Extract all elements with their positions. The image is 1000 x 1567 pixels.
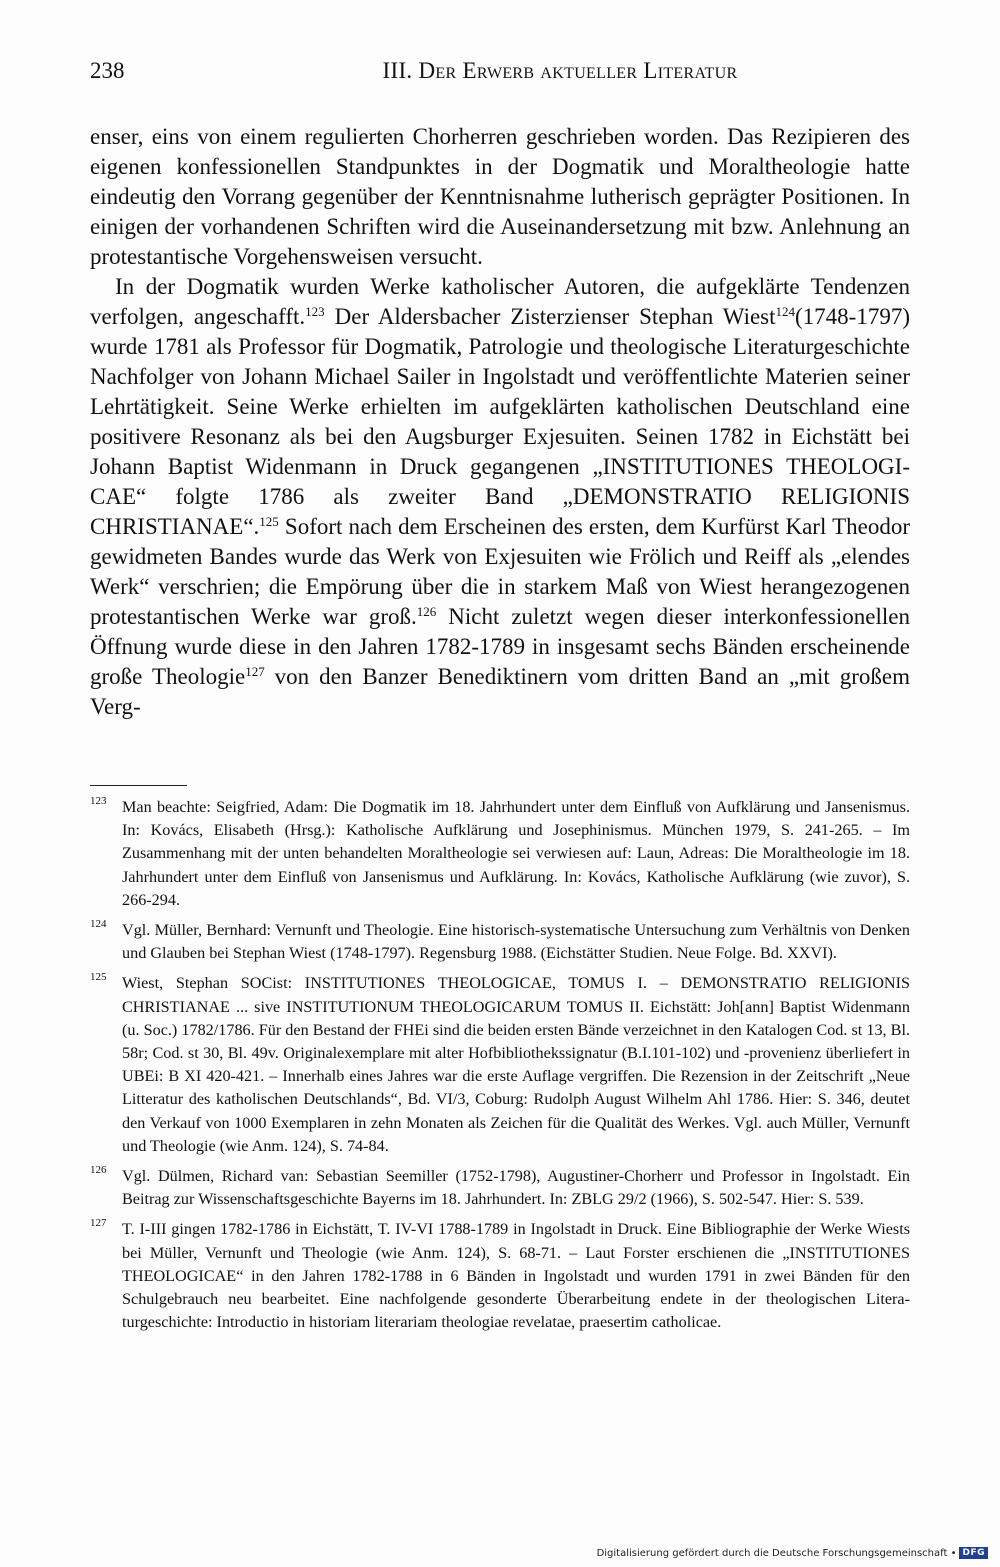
paragraph-2-text: Sofort nach dem Erscheinen des ersten, dem Kurfürst Karl Theodor gewidmeten Bandes wurde das Werk von Exjesuiten wie Frölich und Reiff als „elendes Werk“ verschrien; die Empörung über die in starkem Maß von Wiest herangezogenen protestantischen Werke war groß. <box>90 514 910 629</box>
page-number: 238 <box>90 58 125 83</box>
footnotes <box>90 796 910 1341</box>
footnote-125 <box>90 972 910 1158</box>
paragraph-2 <box>90 272 910 722</box>
paragraph-1: enser, eins von einem regulierten Chorherren geschrieben worden. Das Rezipieren des eigenen konfessionellen Standpunktes in der Dogmatik und Moraltheologie hatte eindeutig den Vorrang gegenüber der Kenntnisnahme lutherisch geprägter Positionen. In einigen der vorhandenen Schriften wird die Auseinandersetzung mit bzw. Anlehnung an protestantische Vorgehensweisen versucht. <box>90 124 910 269</box>
footnote-number: 127 <box>90 1217 107 1230</box>
body-text <box>90 122 910 722</box>
footnote-ref-124[interactable]: 124 <box>775 304 796 319</box>
footnote-124 <box>90 919 910 965</box>
page-header <box>90 58 910 92</box>
paragraph-2-text: (1748-1797) wurde 1781 als Professor für Dogmatik, Patrologie und theologische Literaturgeschichte Nachfolger von Johann Michael Sailer in Ingolstadt und veröffentlichte Materien seiner Lehrtätigkeit. Seine Werke erhielten im aufgeklärten katholischen Deutschland eine positivere Resonanz als bei den Augsburger Exjesuiten. Seinen 1782 in Eichstätt bei Johann Baptist Widenmann in Druck gegangenen „INSTITUTIONES THEOLOGICAE“ folgte 1786 als zweiter Band „DEMONSTRATIO RELIGIONIS CHRISTIANAE“. <box>90 304 910 539</box>
footnote-text: Vgl. Dülmen, Richard van: Sebastian Seemiller (1752-1798), Augustiner-Chorherr und Professor in Ingolstadt. Ein Beitrag zur Wissenschaftsgeschichte Bayerns im 18. Jahrhundert. In: ZBLG 29/2 (1966), S. 502-547. Hier: S. 539. <box>122 1167 910 1209</box>
footnote-123 <box>90 796 910 912</box>
running-head: III. Der Erwerb aktueller Literatur <box>382 58 738 83</box>
footnote-number: 125 <box>90 971 107 984</box>
footnote-126 <box>90 1165 910 1211</box>
footnote-ref-126[interactable]: 126 <box>416 604 437 619</box>
footnote-text: Man beachte: Seigfried, Adam: Die Dogmatik im 18. Jahrhundert unter dem Einfluß von Aufklärung und Jansenismus. In: Kovács, Elisabeth (Hrsg.): Katholische Aufklärung und Josephinismus. München 1979, S. 241-265. – Im Zusammenhang mit der unten behandelten Moraltheologie sei verwiesen auf: Laun, Adreas: Die Moraltheologie im 18. Jahrhundert unter dem Einfluß von Jansenismus und Aufklärung. In: Kovács, Katholische Aufklärung (wie zuvor), S. 266-294. <box>122 798 910 909</box>
footnote-text: Wiest, Stephan SOCist: INSTITUTIONES THEOLOGICAE, TOMUS I. – DEMONSTRATIO RELIGIONIS CHRISTIANAE ... sive INSTITUTIONUM THEOLOGICARUM TOMUS II. Eichstätt: Joh[ann] Baptist Widenmann (u. Soc.) 1782/1786. Für den Bestand der FHEi sind die beiden ersten Bände verzeichnet in den Katalogen Cod. st 13, Bl. 58r; Cod. st 30, Bl. 49v. Originalexemplare mit alter Hofbibliothekssignatur (B.I.101-102) und -provenienz überliefert in UBEi: B XI 420-421. – Innerhalb eines Jahres war die erste Auflage vergriffen. Die Rezension in der Zeitschrift „Neue Litteratur des katholischen Deutschlands“, Bd. VI/3, Coburg: Rudolph August Wilhelm Ahl 1786. Hier: S. 346, deutet den Verkauf von 1000 Exemplaren in zehn Monaten als Zeichen für die Qualität des Werkes. Vgl. auch Müller, Vernunft und Theologie (wie Anm. 124), S. 74-84. <box>122 974 910 1155</box>
digitization-credit <box>597 1547 988 1559</box>
paragraph-2-text: Nicht zuletzt wegen dieser interkonfessionellen Öffnung wurde diese in den Jahren 1782-1789 in insgesamt sechs Bänden erscheinende große Theologie <box>90 604 911 689</box>
footnote-number: 124 <box>90 918 107 931</box>
footnote-number: 123 <box>90 795 107 807</box>
footnote-text: T. I-III gingen 1782-1786 in Eichstätt, T. IV-VI 1788-1789 in Ingolstadt in Druck. Eine Bibliographie der Werke Wiests bei Müller, Vernunft und Theologie (wie Anm. 124), S. 68-71. – Laut Forster erschienen die „INSTITUTIONES THEOLOGICAE“ in den Jahren 1782-1788 in 6 Bänden in Ingolstadt und wurden 1791 in zwei Bänden für den Schulgebrauch neu bearbeitet. Eine nachfolgende gesonderte Überarbeitung endete in der theologischen Literaturgeschichte: Introductio in historiam literariam theologiae revelatae, praesertim catholicae. <box>122 1220 910 1332</box>
footnote-number: 126 <box>90 1164 107 1177</box>
footnote-ref-127[interactable]: 127 <box>245 664 265 679</box>
credit-text: Digitalisierung gefördert durch die Deutsche Forschungsgemeinschaft • <box>596 1547 957 1559</box>
footnote-divider <box>90 785 187 786</box>
footnote-ref-125[interactable]: 125 <box>259 514 279 529</box>
dfg-logo-icon: DFG <box>959 1547 988 1559</box>
paragraph-2-text: In der Dogmatik wurden Werke katholischer Autoren, die aufgeklärte Tendenzen verfolgen, angeschafft. <box>90 274 910 329</box>
paragraph-2-text: Der Aldersbacher Zisterzienser Stephan Wiest <box>324 304 776 329</box>
footnote-127 <box>90 1218 910 1334</box>
footnote-text: Vgl. Müller, Bernhard: Vernunft und Theologie. Eine historisch-systematische Untersuchung zum Verhältnis von Denken und Glauben bei Stephan Wiest (1748-1797). Regensburg 1988. (Eichstätter Studien. Neue Folge. Bd. XXVI). <box>122 921 910 963</box>
footnote-ref-123[interactable]: 123 <box>305 304 325 319</box>
paragraph-2-text: von den Banzer Benediktinern vom dritten Band an „mit großem Verg- <box>90 664 910 719</box>
